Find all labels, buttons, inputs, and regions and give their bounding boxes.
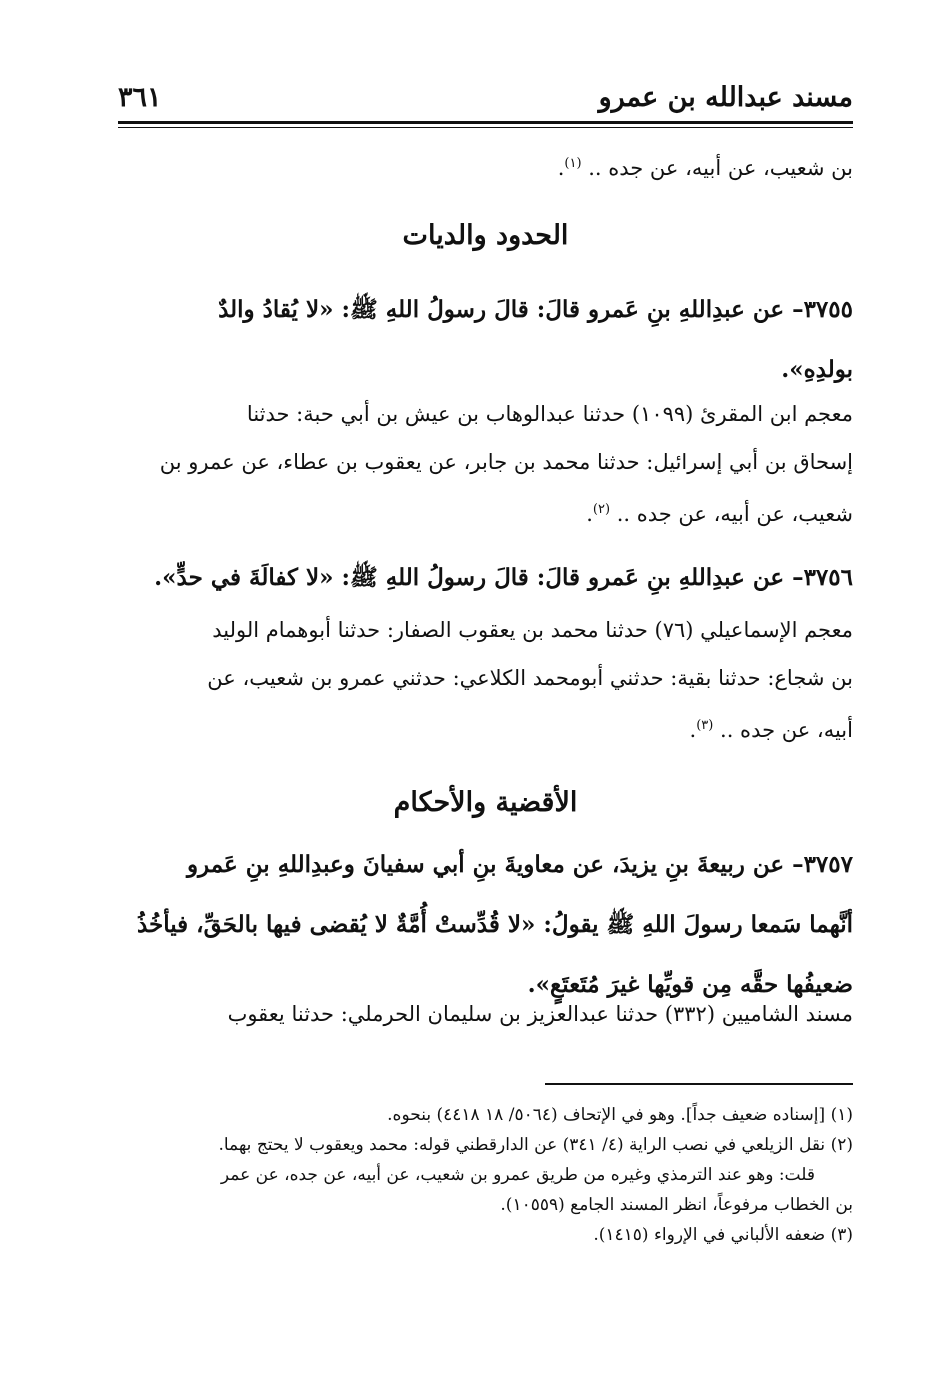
footnote-text: [إسناده ضعيف جداً]. وهو في الإتحاف (٥٠٦٤/ ١٨ ٤٤١٨) بنحوه. xyxy=(387,1105,826,1125)
running-header xyxy=(118,78,853,120)
header-title: مسند عبدالله بن عمرو xyxy=(598,82,853,113)
footnote-2-continued xyxy=(118,1160,853,1190)
footnote-separator xyxy=(545,1083,853,1085)
source-3756 xyxy=(118,606,853,754)
section-heading: الأقضية والأحكام xyxy=(393,787,578,818)
source-3755 xyxy=(118,390,853,538)
footnote-text: ضعفه الألباني في الإرواء (١٤١٥). xyxy=(593,1225,826,1245)
hadith-line: ٣٧٥٦– عن عبدِاللهِ بنِ عَمرو قالَ: قالَ رسولُ اللهِ ﷺ: «لا كفالَةَ في حدٍّ». xyxy=(154,564,853,591)
header-rule xyxy=(118,121,853,124)
hadith-line: بولدِهِ». xyxy=(781,356,853,383)
text-line: بن شعيب، عن أبيه، عن جده .. $^{(١)}$. xyxy=(557,156,853,180)
footnote-2-continued xyxy=(118,1190,853,1220)
footnote-ref: (٣) xyxy=(696,718,714,733)
source-line: معجم ابن المقرئ (١٠٩٩) حدثنا عبدالوهاب بن عيش بن أبي حبة: حدثنا xyxy=(246,402,853,426)
footnotes xyxy=(118,1100,853,1250)
hadith-line: ٣٧٥٥– عن عبدِاللهِ بنِ عَمرو قالَ: قالَ رسولُ اللهِ ﷺ: «لا يُقادُ والدٌ xyxy=(218,296,853,323)
footnote-number: (٣) xyxy=(830,1225,853,1245)
intro-paragraph xyxy=(118,140,853,192)
source-3757 xyxy=(118,990,853,1038)
page-number: ٣٦١ xyxy=(118,82,162,113)
footnote-ref: (١) xyxy=(564,156,582,171)
footnote-text: نقل الزيلعي في نصب الراية (٤/ ٣٤١) عن الدارقطني قوله: محمد ويعقوب لا يحتج بهما. xyxy=(218,1135,826,1155)
footnote-1 xyxy=(118,1100,853,1130)
source-line: إسحاق بن أبي إسرائيل: حدثنا محمد بن جابر، عن يعقوب بن عطاء، عن عمرو بن xyxy=(159,450,853,474)
footnote-number: (١) xyxy=(830,1105,853,1125)
hadith-line: ضعيفُها حقَّه مِن قويِّها غيرَ مُتَعتَعٍ». xyxy=(527,971,853,998)
hadith-3757 xyxy=(118,835,853,1015)
footnote-number: (٢) xyxy=(830,1135,853,1155)
source-line: بن شجاع: حدثنا بقية: حدثني أبومحمد الكلاعي: حدثني عمرو بن شعيب، عن xyxy=(207,666,853,690)
footnote-text: بن الخطاب مرفوعاً، انظر المسند الجامع (١٠٥٥٩). xyxy=(500,1195,853,1215)
header-rule-thin xyxy=(118,127,853,128)
hadith-line: أنَّهما سَمعا رسولَ اللهِ ﷺ يقولُ: «لا قُدِّستْ أُمَّةٌ لا يُقضى فيها بالحَقِّ، فيأخُذُ xyxy=(136,911,853,938)
hadith-3756 xyxy=(118,548,853,608)
footnote-3 xyxy=(118,1220,853,1250)
hadith-3755 xyxy=(118,280,853,400)
source-line: معجم الإسماعيلي (٧٦) حدثنا محمد بن يعقوب الصفار: حدثنا أبوهمام الوليد xyxy=(212,618,853,642)
source-line: مسند الشاميين (٣٣٢) حدثنا عبدالعزيز بن سليمان الحرملي: حدثنا يعقوب xyxy=(227,1002,853,1026)
footnote-ref: (٢) xyxy=(592,502,611,517)
hadith-line: ٣٧٥٧– عن ربيعةَ بنِ يزيدَ، عن معاويةَ بنِ أبي سفيانَ وعبدِاللهِ بنِ عَمرو xyxy=(186,851,853,878)
footnote-text: قلت: وهو عند الترمذي وغيره من طريق عمرو بن شعيب، عن أبيه، عن جده، عن عمر xyxy=(220,1165,815,1185)
source-line: أبيه، عن جده .. $^{(٣)}$. xyxy=(689,718,853,742)
section-heading: الحدود والديات xyxy=(402,220,569,251)
source-line: شعيب، عن أبيه، عن جده .. $^{(٢)}$. xyxy=(586,502,853,526)
footnote-2 xyxy=(118,1130,853,1160)
